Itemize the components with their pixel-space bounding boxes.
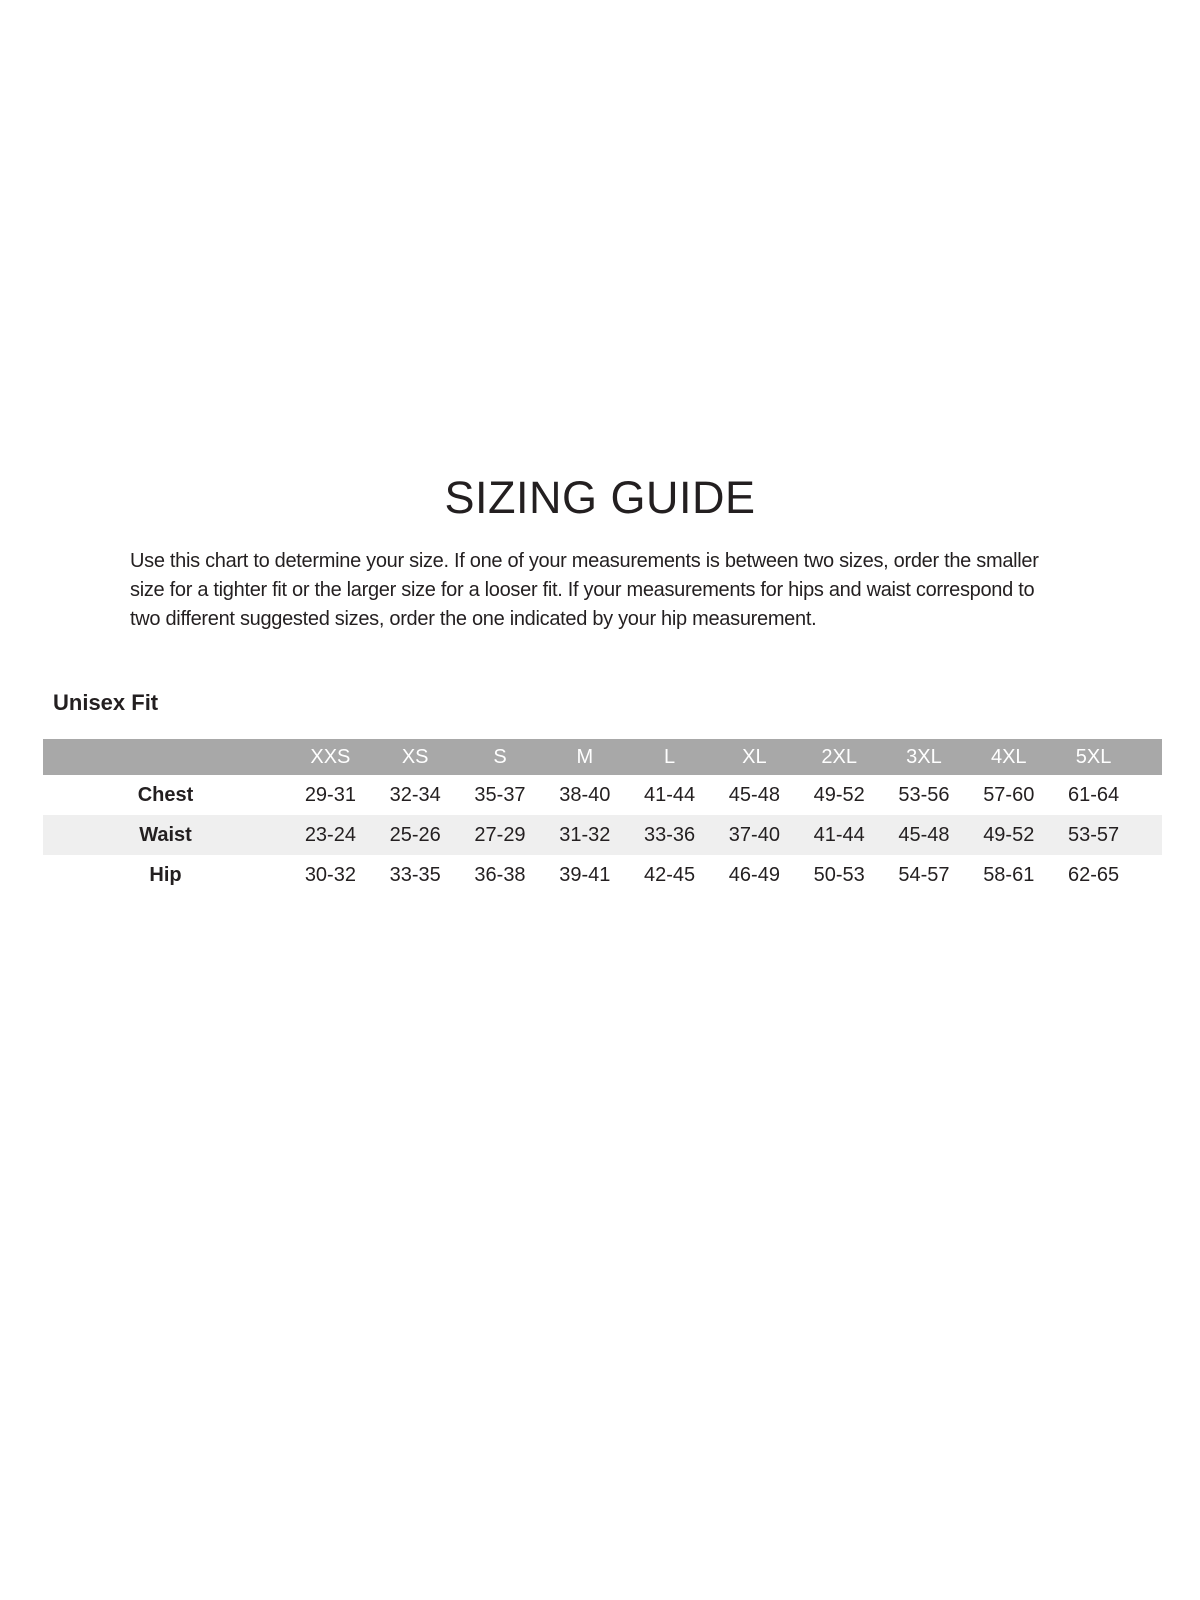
hip-value-l: 42-45 bbox=[644, 863, 696, 886]
waist-value-2xl: 41-44 bbox=[813, 823, 865, 846]
chest-value-5xl: 61-64 bbox=[1067, 783, 1120, 806]
column-header-s: S bbox=[493, 745, 507, 768]
column-header-5xl: 5XL bbox=[1075, 745, 1112, 768]
column-header-2xl: 2XL bbox=[821, 745, 857, 768]
column-header-xs: XS bbox=[401, 745, 429, 768]
waist-value-xxs: 23-24 bbox=[304, 823, 356, 846]
table-row-waist bbox=[43, 815, 1162, 855]
column-header-m: M bbox=[576, 745, 594, 768]
column-header-xl: XL bbox=[742, 745, 767, 768]
chest-value-l: 41-44 bbox=[644, 783, 696, 806]
size-table bbox=[43, 739, 1162, 895]
page-title: SIZING GUIDE bbox=[444, 472, 756, 523]
table-header-row bbox=[43, 739, 1162, 775]
column-header-xxs: XXS bbox=[310, 745, 351, 768]
section-label-unisex-fit: Unisex Fit bbox=[53, 690, 159, 715]
hip-value-5xl: 62-65 bbox=[1067, 863, 1120, 886]
waist-value-3xl: 45-48 bbox=[898, 823, 950, 846]
chest-value-s: 35-37 bbox=[474, 783, 526, 806]
column-header-3xl: 3XL bbox=[906, 745, 942, 768]
chest-value-2xl: 49-52 bbox=[813, 783, 865, 806]
row-label-chest: Chest bbox=[137, 783, 194, 806]
chest-value-xxs: 29-31 bbox=[304, 783, 356, 806]
chest-value-3xl: 53-56 bbox=[898, 783, 950, 806]
table-row-chest bbox=[43, 775, 1162, 815]
hip-value-m: 39-41 bbox=[559, 863, 611, 886]
column-header-4xl: 4XL bbox=[990, 745, 1027, 768]
waist-value-s: 27-29 bbox=[474, 823, 526, 846]
chest-value-xl: 45-48 bbox=[728, 783, 780, 806]
waist-value-4xl: 49-52 bbox=[983, 823, 1035, 846]
waist-value-xl: 37-40 bbox=[728, 823, 780, 846]
waist-value-5xl: 53-57 bbox=[1067, 823, 1120, 846]
hip-value-3xl: 54-57 bbox=[898, 863, 950, 886]
row-label-hip: Hip bbox=[149, 863, 182, 886]
row-label-waist: Waist bbox=[139, 823, 192, 846]
waist-value-m: 31-32 bbox=[559, 823, 611, 846]
table-row-hip bbox=[43, 855, 1162, 895]
chest-value-4xl: 57-60 bbox=[983, 783, 1035, 806]
hip-value-s: 36-38 bbox=[474, 863, 526, 886]
hip-value-4xl: 58-61 bbox=[983, 863, 1035, 886]
hip-value-2xl: 50-53 bbox=[813, 863, 865, 886]
hip-value-xl: 46-49 bbox=[728, 863, 780, 886]
waist-value-xs: 25-26 bbox=[389, 823, 441, 846]
chest-value-m: 38-40 bbox=[559, 783, 611, 806]
column-header-l: L bbox=[664, 745, 676, 768]
hip-value-xs: 33-35 bbox=[389, 863, 441, 886]
chest-value-xs: 32-34 bbox=[389, 783, 441, 806]
waist-value-l: 33-36 bbox=[644, 823, 696, 846]
intro-paragraph: Use this chart to determine your size. If one of your measurements is between two sizes, order the smaller size for a tighter fit or the larger size for a looser fit. If your measurements for hips and waist correspond to two different suggested sizes, order the one indicated by your hip measurement. bbox=[130, 550, 1039, 630]
hip-value-xxs: 30-32 bbox=[304, 863, 356, 886]
